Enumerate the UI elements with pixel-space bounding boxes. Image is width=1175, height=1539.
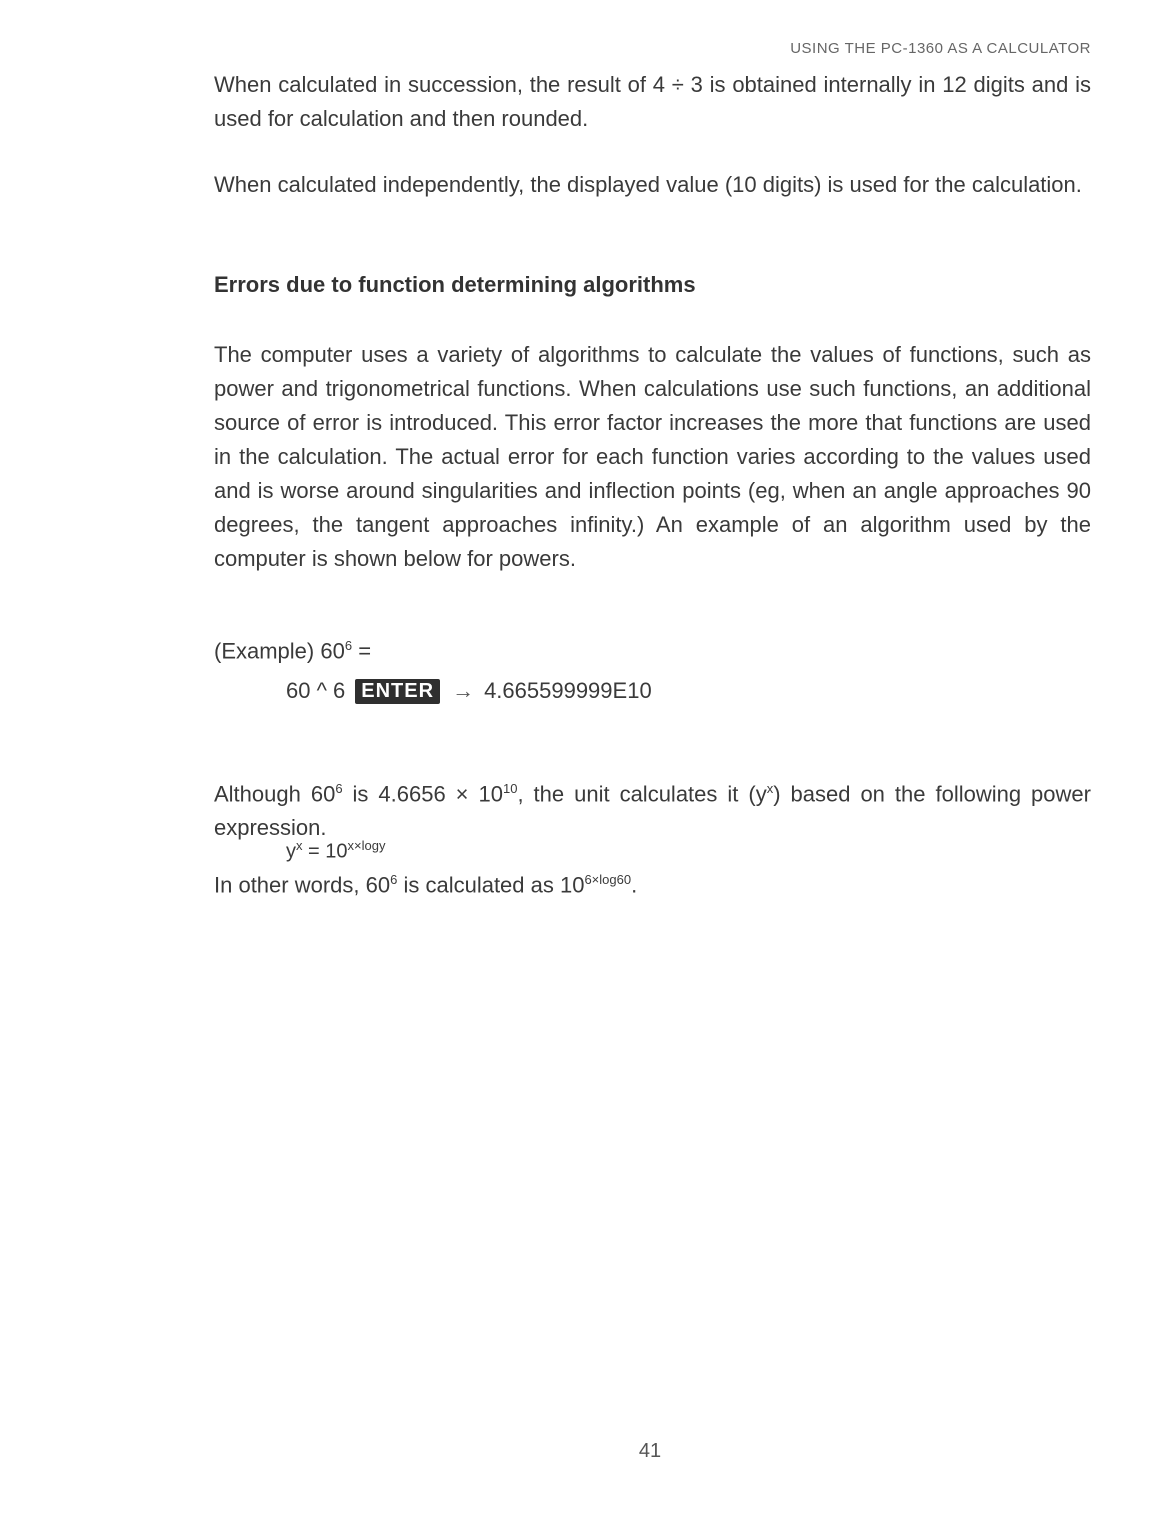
power-formula [286, 838, 386, 864]
conclusion-exp2: 6×log60 [584, 872, 632, 887]
running-header: USING THE PC-1360 AS A CALCULATOR [790, 40, 1091, 57]
explanation-part3: , the unit calculates it (y [517, 781, 767, 807]
explanation-exp3: x [766, 781, 774, 796]
paragraph-succession: When calculated in succession, the result of 4 ÷ 3 is obtained internally in 12 digits and is used for calculation and then rounded. [214, 72, 1091, 131]
explanation-part4: ) based on the following power expression. [214, 781, 1091, 841]
formula-lhs: y [286, 840, 296, 863]
example-input: 60 ^ 6 [286, 678, 346, 703]
conclusion-part3: . [631, 872, 638, 898]
example-label-prefix: (Example) 60 [214, 638, 345, 664]
page-number: 41 [638, 1440, 662, 1462]
conclusion-part1: In other words, 60 [214, 872, 391, 898]
explanation-exp1: 6 [335, 781, 343, 796]
paragraph-algorithms: The computer uses a variety of algorithms to calculate the values of functions, such as power and trigonometrical functions. When calculations use such functions, an additional source of error is introduced. This error factor increases the more that functions are used in the calculation. The actual error for each function varies according to the values used and is worse around singularities and inflection points (eg, when an angle approaches 90 degrees, the tangent approaches infinity.) An example of an algorithm used by the computer is shown below for powers. [214, 342, 1091, 571]
example-keystroke-line [286, 678, 652, 704]
paragraph-explanation [214, 772, 1091, 845]
example-label-suffix: = [352, 638, 372, 664]
formula-eq: = 10 [302, 840, 348, 863]
explanation-exp2: 10 [502, 781, 518, 796]
section-heading: Errors due to function determining algorithms [214, 272, 696, 297]
explanation-part2: is 4.6656 × 10 [342, 781, 503, 807]
enter-key-icon: ENTER [355, 679, 440, 704]
conclusion-part2: is calculated as 10 [397, 872, 585, 898]
paragraph-independent: When calculated independently, the displayed value (10 digits) is used for the calculation. [214, 172, 1082, 197]
explanation-part1: Although 60 [214, 781, 336, 807]
formula-lhs-exp: x [296, 838, 303, 853]
example-result: 4.665599999E10 [484, 678, 652, 703]
example-label-exponent: 6 [344, 638, 353, 653]
formula-rhs-exp: x×logy [347, 838, 386, 853]
arrow-right-icon: → [452, 678, 475, 703]
example-label [214, 638, 371, 664]
conclusion-exp1: 6 [390, 872, 398, 887]
paragraph-conclusion [214, 872, 637, 898]
